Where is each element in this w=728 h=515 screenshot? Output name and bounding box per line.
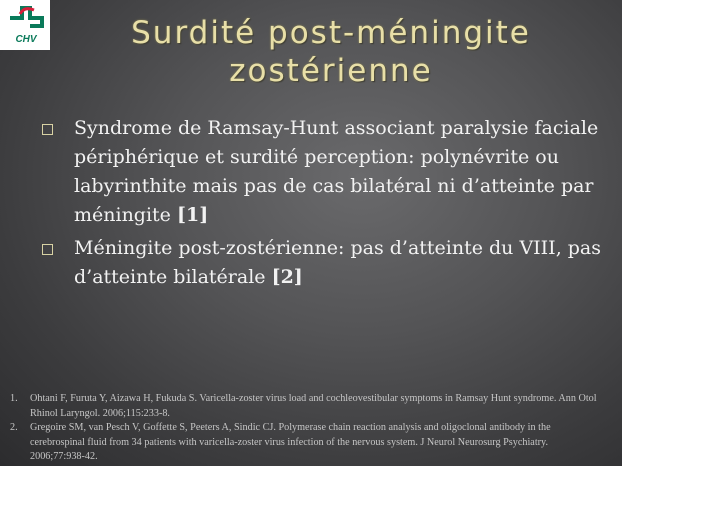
slide-title <box>40 14 622 90</box>
bullet-text: Syndrome de Ramsay-Hunt associant paralysie faciale périphérique et surdité perception: polynévrite ou labyrinthite mais pas de cas bilatéral ni d’atteinte par méningite <box>74 117 599 226</box>
footnote-text: Ohtani F, Furuta Y, Aizawa H, Fukuda S. Varicella-zoster virus load and cochleovestibular symptoms in Ramsay Hunt syndrome. Ann Otol Rhinol Laryngol. 2006;115:233-8. <box>30 393 597 419</box>
footnote-item <box>10 421 600 465</box>
title-line-2: zostérienne <box>229 53 433 89</box>
bullet-text: Méningite post-zostérienne: pas d’atteinte du VIII, pas d’atteinte bilatérale <box>74 237 602 288</box>
title-line-1: Surdité post-méningite <box>131 15 531 51</box>
bullet-reference: [1] <box>176 204 209 226</box>
square-bullet-icon <box>42 244 53 255</box>
footnote-list <box>10 392 600 465</box>
footnote-number: 1. <box>10 393 18 404</box>
footnote-item <box>10 392 600 421</box>
footnote-text: Gregoire SM, van Pesch V, Goffette S, Peeters A, Sindic CJ. Polymerase chain reaction analysis and oligoclonal antibody in the cerebrospinal fluid from 34 patients with varicella-zoster virus infection of the nervous system. J Neurol Neurosurg Psychiatry. 2006;77:938-42. <box>30 422 551 462</box>
square-bullet-icon <box>42 124 53 135</box>
logo-text: CHV <box>15 34 37 45</box>
bullet-list <box>40 114 610 296</box>
bullet-reference: [2] <box>271 266 303 288</box>
footnote-number: 2. <box>10 422 18 433</box>
bullet-item <box>40 234 610 292</box>
bullet-item <box>40 114 610 230</box>
